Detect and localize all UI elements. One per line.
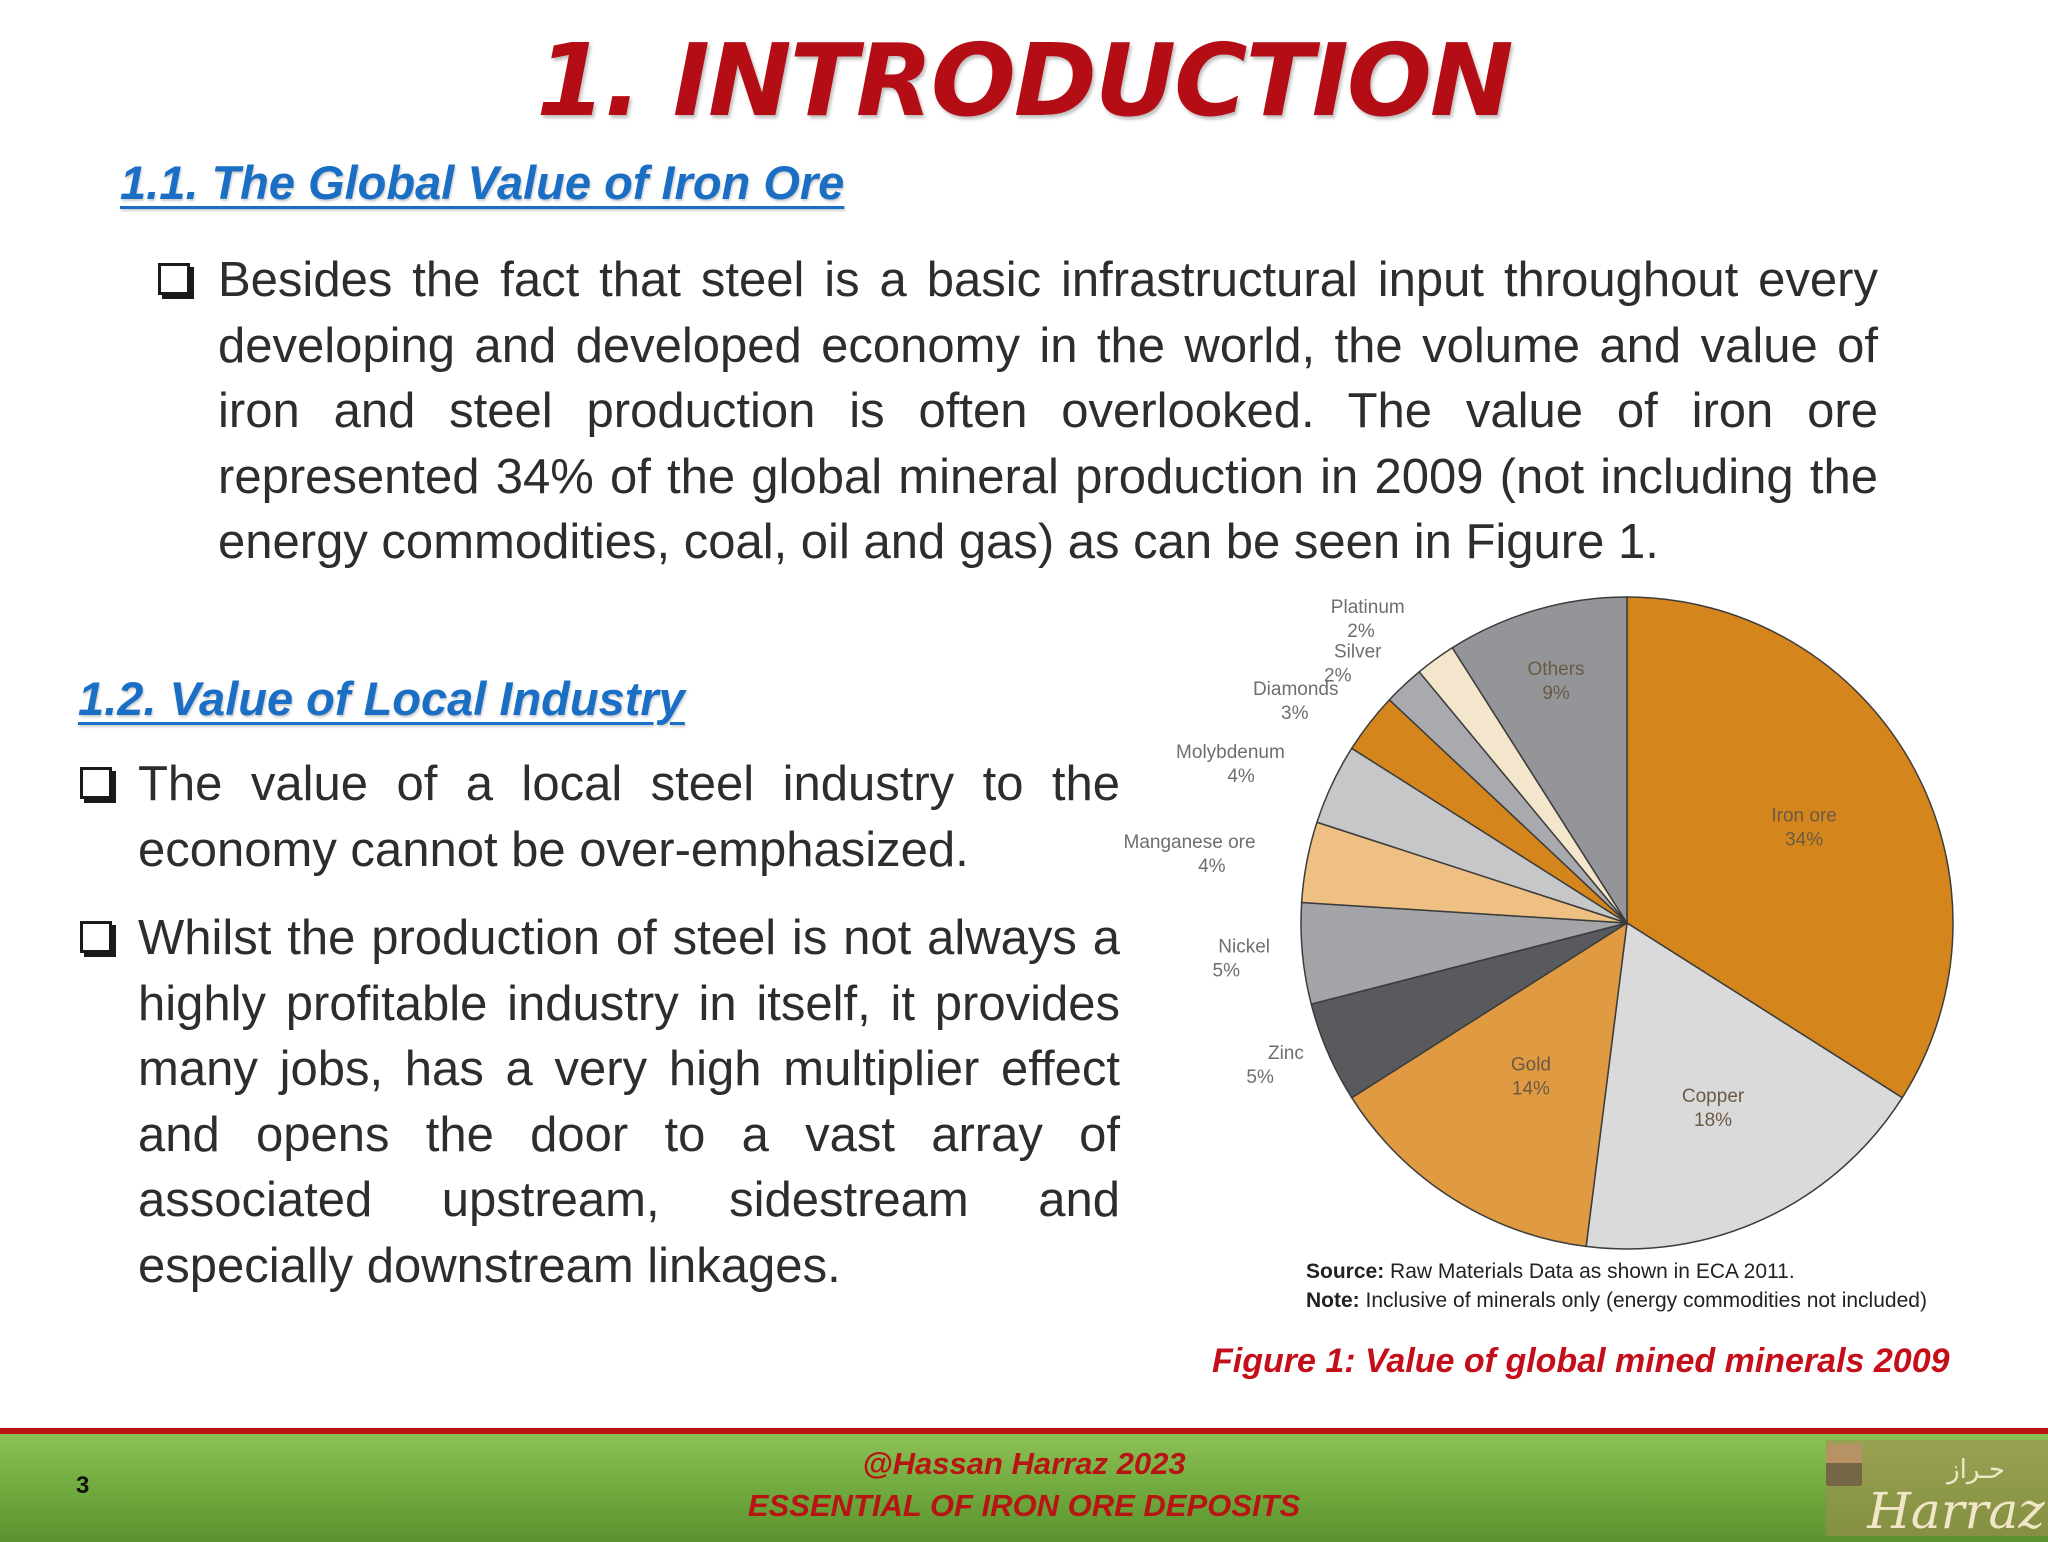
pie-label-zinc: Zinc 5% <box>1246 1042 1304 1088</box>
pie-label-copper: Copper 18% <box>1681 1085 1745 1131</box>
page-title: 1. INTRODUCTION <box>536 22 1512 139</box>
pie-label-molybdenum: Molybdenum 4% <box>1176 741 1285 787</box>
svg-text:حـراز: حـراز <box>1947 1455 2005 1485</box>
figure-source-note <box>1306 1260 1795 1284</box>
checkbox-bullet-icon <box>80 921 112 953</box>
pie-label-nickel: Nickel 5% <box>1212 936 1270 982</box>
checkbox-bullet-icon <box>158 263 190 295</box>
source-label: Source: <box>1306 1260 1385 1283</box>
footer-course-title: ESSENTIAL OF IRON ORE DEPOSITS <box>747 1488 1301 1523</box>
checkbox-bullet-icon <box>80 767 112 799</box>
minerals-pie-chart <box>1123 588 1980 1258</box>
pie-label-silver: Silver 2% <box>1324 641 1382 687</box>
bullet-paragraph: The value of a local steel industry to the economy cannot be over-emphasized. <box>138 757 1120 877</box>
section-heading-local-industry: 1.2. Value of Local Industry <box>78 672 685 725</box>
pie-label-gold: Gold 14% <box>1510 1054 1551 1100</box>
harraz-logo <box>1826 1440 2048 1540</box>
bullet-paragraph: Whilst the production of steel is not always a highly profitable industry in itself, it provides many jobs, has a very high multiplier effect and opens the door to a vast array of associated upstream, sidestream and especially downstream linkages. <box>138 911 1120 1293</box>
figure-note <box>1306 1289 1927 1313</box>
svg-text:Harraz: Harraz <box>1867 1482 2045 1540</box>
pie-label-manganese-ore: Manganese ore 4% <box>1123 832 1256 878</box>
footer-author: @Hassan Harraz 2023 <box>862 1446 1186 1481</box>
pie-label-diamonds: Diamonds 3% <box>1252 679 1339 725</box>
pie-label-iron-ore: Iron ore 34% <box>1771 805 1837 851</box>
page-number: 3 <box>76 1472 90 1499</box>
section-heading-global-value: 1.1. The Global Value of Iron Ore <box>120 156 845 209</box>
note-label: Note: <box>1306 1289 1360 1312</box>
intro-paragraph: Besides the fact that steel is a basic infrastructural input throughout every developing and developed economy in the world, the volume and value of iron and steel production is often overlooked. The value of iron ore represented 34% of the global mineral production in 2009 (not including the energy commodities, coal, oil and gas) as can be seen in Figure 1. <box>218 253 1878 569</box>
pie-label-platinum: Platinum 2% <box>1330 597 1405 643</box>
figure-caption: Figure 1: Value of global mined minerals 2009 <box>1212 1342 1950 1380</box>
note-text: Inclusive of minerals only (energy commodities not included) <box>1365 1289 1927 1312</box>
source-text: Raw Materials Data as shown in ECA 2011. <box>1390 1260 1795 1283</box>
pie-label-others: Others 9% <box>1527 658 1585 704</box>
